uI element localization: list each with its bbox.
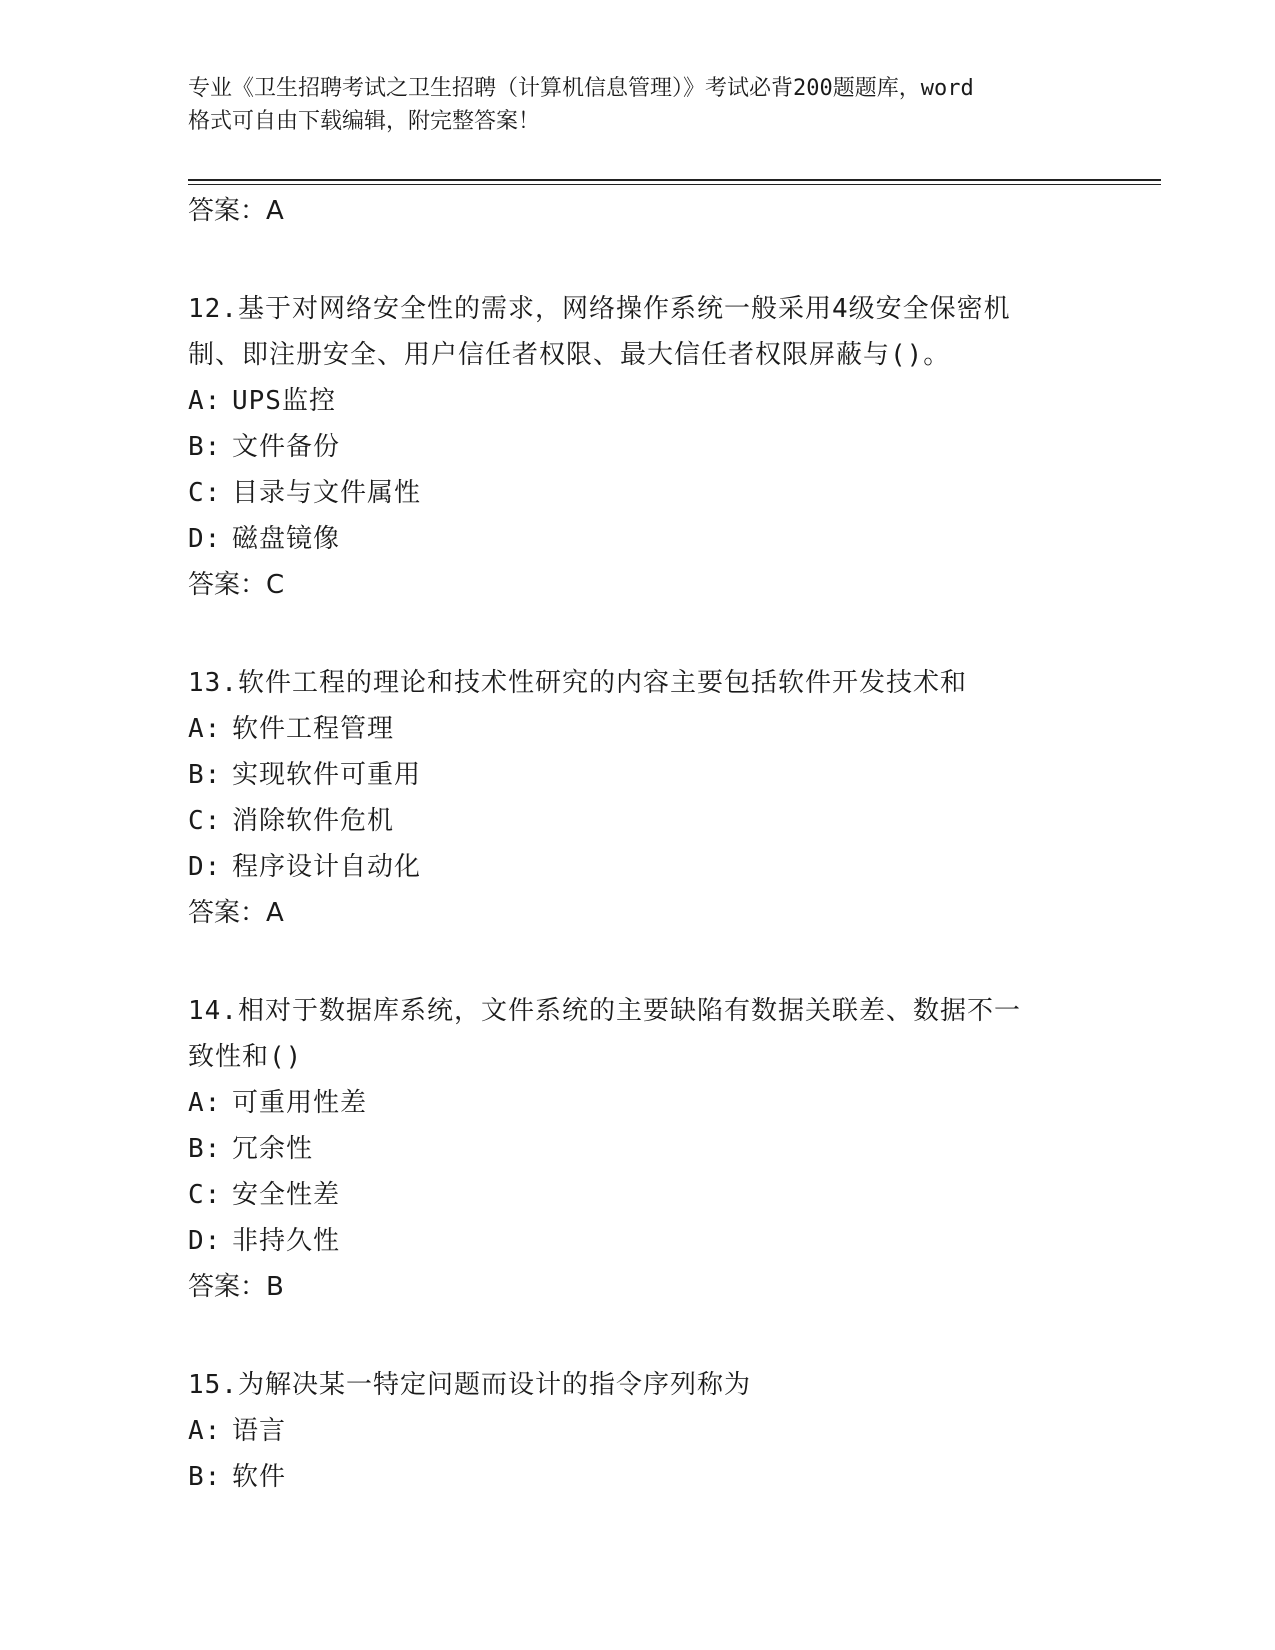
option-key: A: <box>188 386 222 416</box>
option-key: D: <box>188 524 222 554</box>
option-text: 目录与文件属性 <box>232 478 422 508</box>
option-key: C: <box>188 1180 222 1210</box>
question-text-line-1: 13.软件工程的理论和技术性研究的内容主要包括软件开发技术和 <box>188 668 967 698</box>
answer-line: 答案：A <box>188 898 284 928</box>
option-key: B: <box>188 432 222 462</box>
question-text <box>188 1362 1088 1408</box>
option-a <box>188 378 1088 424</box>
answer-line: 答案：B <box>188 1272 284 1302</box>
option-text: 磁盘镜像 <box>232 524 341 554</box>
option-b <box>188 752 1088 798</box>
option-text: 可重用性差 <box>232 1088 368 1118</box>
question-list <box>188 188 1088 1500</box>
option-text: 消除软件危机 <box>232 806 395 836</box>
header-line-2: 格式可自由下载编辑，附完整答案！ <box>188 109 541 134</box>
option-text: 软件工程管理 <box>232 714 395 744</box>
answer-line: 答案：A <box>188 196 284 226</box>
question-14 <box>188 988 1088 1310</box>
question-12 <box>188 286 1088 608</box>
option-c <box>188 798 1088 844</box>
question-text-line-1: 14.相对于数据库系统，文件系统的主要缺陷有数据关联差、数据不一 <box>188 996 1021 1026</box>
option-b <box>188 1454 1088 1500</box>
answer-line: 答案：C <box>188 570 285 600</box>
question-text-line-1: 15.为解决某一特定问题而设计的指令序列称为 <box>188 1370 751 1400</box>
option-a <box>188 706 1088 752</box>
option-key: A: <box>188 1416 222 1446</box>
option-key: C: <box>188 806 222 836</box>
option-d <box>188 844 1088 890</box>
option-key: A: <box>188 1088 222 1118</box>
option-b <box>188 424 1088 470</box>
question-13 <box>188 660 1088 936</box>
option-text: UPS监控 <box>232 386 336 416</box>
option-text: 实现软件可重用 <box>232 760 422 790</box>
option-key: B: <box>188 1134 222 1164</box>
header-line-1: 专业《卫生招聘考试之卫生招聘（计算机信息管理）》考试必背200题题库，word <box>188 76 974 101</box>
option-key: A: <box>188 714 222 744</box>
option-d <box>188 516 1088 562</box>
option-c <box>188 1172 1088 1218</box>
option-a <box>188 1080 1088 1126</box>
header-divider-thin <box>188 184 1161 185</box>
option-key: B: <box>188 760 222 790</box>
option-text: 冗余性 <box>232 1134 314 1164</box>
option-c <box>188 470 1088 516</box>
option-text: 程序设计自动化 <box>232 852 422 882</box>
option-text: 安全性差 <box>232 1180 341 1210</box>
header-divider-thick <box>188 179 1161 181</box>
option-text: 文件备份 <box>232 432 341 462</box>
option-text: 软件 <box>232 1462 287 1492</box>
option-key: C: <box>188 478 222 508</box>
document-header <box>188 72 1108 138</box>
option-a <box>188 1408 1088 1454</box>
option-b <box>188 1126 1088 1172</box>
option-text: 非持久性 <box>232 1226 341 1256</box>
option-key: D: <box>188 1226 222 1256</box>
option-key: B: <box>188 1462 222 1492</box>
question-text-line-2: 制、即注册安全、用户信任者权限、最大信任者权限屏蔽与()。 <box>188 340 951 370</box>
question-text-line-1: 12.基于对网络安全性的需求，网络操作系统一般采用4级安全保密机 <box>188 294 1011 324</box>
question-15 <box>188 1362 1088 1500</box>
question-text <box>188 286 1088 378</box>
question-text <box>188 660 1088 706</box>
option-key: D: <box>188 852 222 882</box>
option-text: 语言 <box>232 1416 287 1446</box>
option-d <box>188 1218 1088 1264</box>
question-text-line-2: 致性和() <box>188 1042 303 1072</box>
question-text <box>188 988 1088 1080</box>
